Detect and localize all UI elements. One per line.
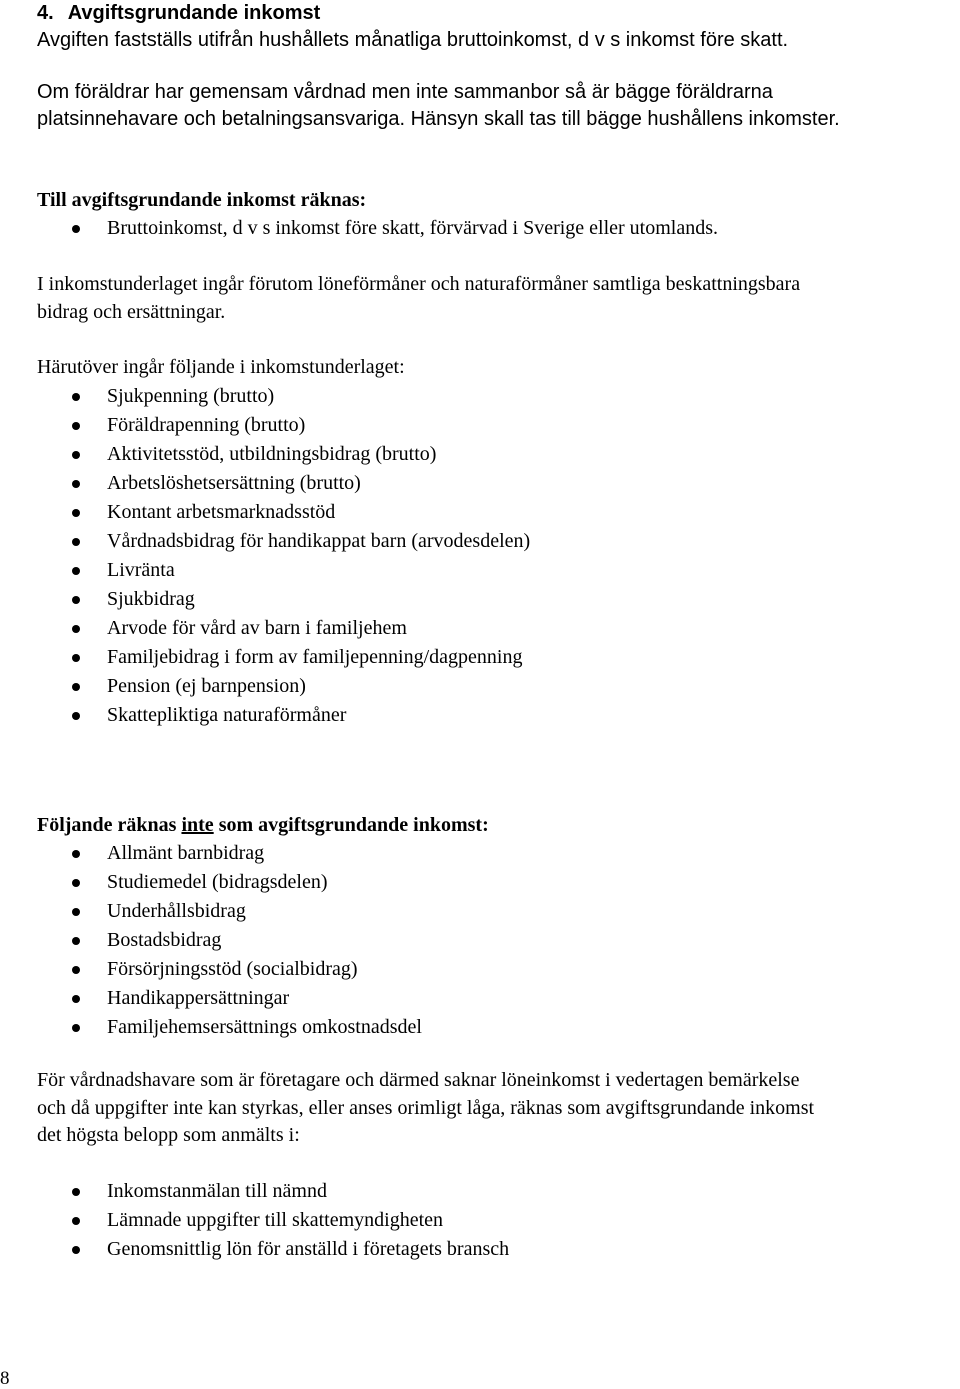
list-item-text: Familjebidrag i form av familjepenning/dagpenning	[107, 646, 523, 668]
list-item	[37, 556, 956, 585]
excluded-section	[37, 811, 956, 1042]
bullet-icon	[72, 937, 80, 945]
business-paragraph	[37, 1067, 956, 1150]
additional-list	[37, 382, 956, 730]
business-line-2: och då uppgifter inte kan styrkas, eller anses orimligt låga, räknas som avgiftsgrundande inkomst	[37, 1096, 815, 1119]
list-item	[37, 926, 956, 955]
list-item	[37, 839, 956, 868]
list-item	[37, 643, 956, 672]
bullet-icon	[72, 538, 80, 546]
list-item	[37, 440, 956, 469]
list-item	[37, 672, 956, 701]
list-item-text: Försörjningsstöd (socialbidrag)	[107, 958, 358, 980]
list-item	[37, 955, 956, 984]
excluded-heading-after: som avgiftsgrundande inkomst:	[213, 814, 489, 836]
bullet-icon	[72, 567, 80, 575]
list-item	[37, 1177, 956, 1206]
bullet-icon	[72, 879, 80, 887]
excluded-list	[37, 839, 956, 1042]
section-title-text: Avgiftsgrundande inkomst	[67, 2, 321, 24]
list-item-text: Aktivitetsstöd, utbildningsbidrag (brutto)	[107, 443, 437, 465]
section-number: 4.	[37, 2, 54, 24]
list-item	[37, 498, 956, 527]
excluded-heading-underlined: inte	[181, 814, 214, 836]
list-item	[37, 701, 956, 730]
list-item	[37, 1206, 956, 1235]
list-item-text: Föräldrapenning (brutto)	[107, 414, 306, 436]
bullet-icon	[72, 908, 80, 916]
bullet-icon	[72, 422, 80, 430]
list-item-text: Arbetslöshetsersättning (brutto)	[107, 472, 361, 494]
bullet-icon	[72, 1246, 80, 1254]
list-item	[37, 897, 956, 926]
counted-heading: Till avgiftsgrundande inkomst räknas:	[37, 189, 367, 211]
list-item	[37, 984, 956, 1013]
list-item-text: Underhållsbidrag	[107, 900, 246, 922]
bullet-icon	[72, 654, 80, 662]
bullet-icon	[72, 625, 80, 633]
basis-line-2: bidrag och ersättningar.	[37, 300, 226, 323]
business-line-3: det högsta belopp som anmälts i:	[37, 1124, 300, 1146]
list-item-text: Genomsnittlig lön för anställd i företagets bransch	[107, 1238, 510, 1260]
list-item-text: Inkomstanmälan till nämnd	[107, 1180, 327, 1202]
list-item	[37, 868, 956, 897]
list-item-text: Skattepliktiga naturaförmåner	[107, 704, 347, 726]
list-item	[37, 469, 956, 498]
list-item-text: Bostadsbidrag	[107, 929, 222, 951]
counted-section	[37, 186, 956, 243]
list-item	[37, 382, 956, 411]
list-item-text: Sjukpenning (brutto)	[107, 385, 275, 407]
custody-line-1: Om föräldrar har gemensam vårdnad men inte sammanbor så är bägge föräldrarna	[37, 81, 773, 103]
bullet-icon	[72, 509, 80, 517]
bullet-icon	[72, 451, 80, 459]
basis-paragraph	[37, 271, 956, 326]
list-item-text: Handikappersättningar	[107, 987, 290, 1009]
list-item-text: Lämnade uppgifter till skattemyndigheten	[107, 1209, 444, 1231]
excluded-heading	[37, 811, 956, 839]
section-title	[37, 0, 956, 27]
bullet-icon	[72, 966, 80, 974]
business-sources	[37, 1177, 956, 1264]
bullet-icon	[72, 850, 80, 858]
list-item	[37, 614, 956, 643]
bullet-icon	[72, 480, 80, 488]
list-item	[37, 585, 956, 614]
basis-line-1: I inkomstunderlaget ingår förutom löneförmåner och naturaförmåner samtliga beskattningsbara	[37, 273, 801, 295]
list-item-text: Pension (ej barnpension)	[107, 675, 306, 697]
list-item-text: Vårdnadsbidrag för handikappat barn (arvodesdelen)	[107, 530, 531, 552]
list-item-text: Arvode för vård av barn i familjehem	[107, 617, 407, 639]
bullet-icon	[72, 712, 80, 720]
list-item-text: Allmänt barnbidrag	[107, 842, 265, 864]
additional-section	[37, 353, 956, 730]
section-intro: Avgiften fastställs utifrån hushållets månatliga bruttoinkomst, d v s inkomst före skatt.	[37, 29, 789, 51]
list-item-text: Bruttoinkomst, d v s inkomst före skatt, förvärvad i Sverige eller utomlands.	[107, 217, 719, 239]
list-item	[37, 1013, 956, 1042]
list-item-text: Studiemedel (bidragsdelen)	[107, 871, 328, 893]
section-header	[37, 0, 956, 54]
business-line-1: För vårdnadshavare som är företagare och därmed saknar löneinkomst i vedertagen bemärkelse	[37, 1069, 800, 1091]
bullet-icon	[72, 393, 80, 401]
list-item	[37, 527, 956, 556]
excluded-heading-before: Följande räknas	[37, 814, 182, 836]
list-item	[37, 214, 956, 243]
bullet-icon	[72, 225, 80, 233]
list-item	[37, 1235, 956, 1264]
bullet-icon	[72, 1024, 80, 1032]
bullet-icon	[72, 1188, 80, 1196]
list-item-text: Familjehemsersättnings omkostnadsdel	[107, 1016, 422, 1038]
list-item	[37, 411, 956, 440]
bullet-icon	[72, 995, 80, 1003]
custody-paragraph	[37, 79, 956, 133]
page-number: 8	[0, 1368, 10, 1389]
list-item-text: Kontant arbetsmarknadsstöd	[107, 501, 336, 523]
bullet-icon	[72, 1217, 80, 1225]
bullet-icon	[72, 596, 80, 604]
list-item-text: Livränta	[107, 559, 175, 581]
counted-list	[37, 214, 956, 243]
additional-intro: Härutöver ingår följande i inkomstunderlaget:	[37, 356, 405, 378]
list-item-text: Sjukbidrag	[107, 588, 195, 610]
business-list	[37, 1177, 956, 1264]
bullet-icon	[72, 683, 80, 691]
custody-line-2: platsinnehavare och betalningsansvariga. Hänsyn skall tas till bägge hushållens inkomster.	[37, 108, 840, 130]
